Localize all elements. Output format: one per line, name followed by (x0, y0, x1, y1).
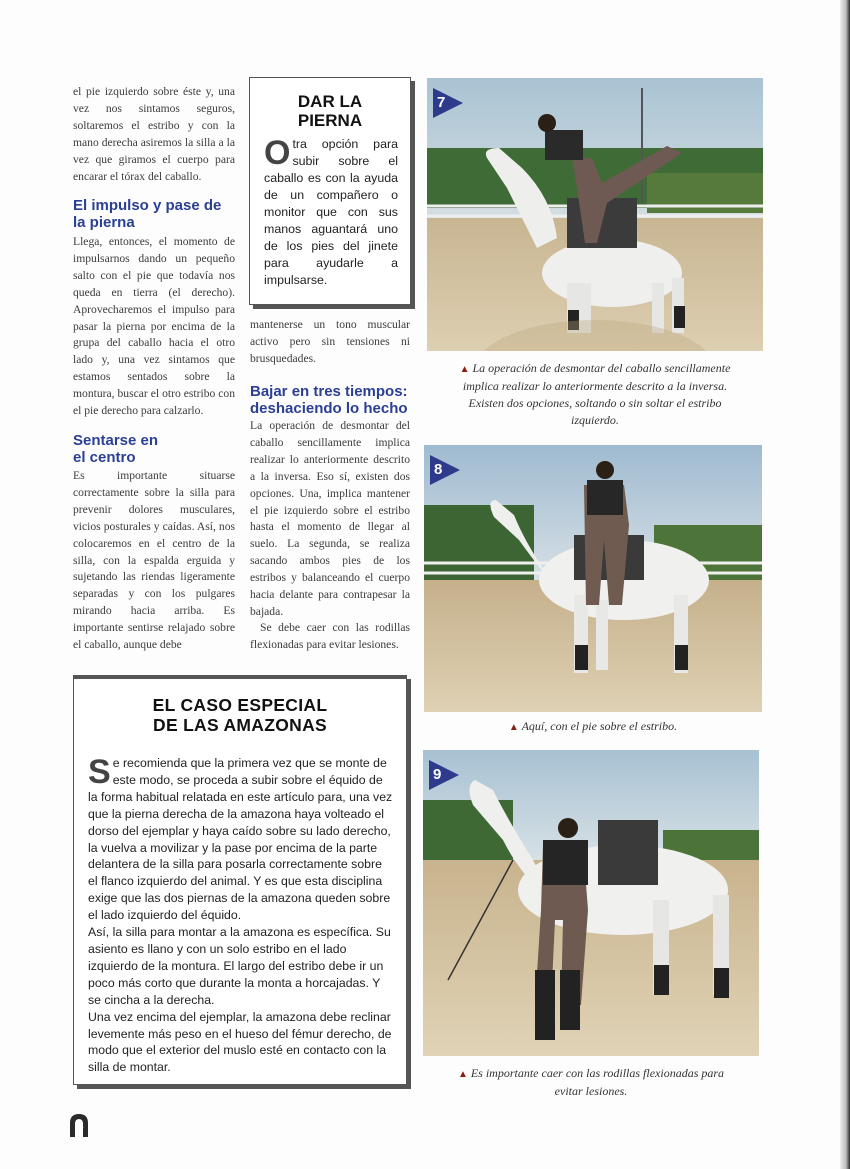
page-number: 12 (74, 1121, 84, 1130)
photo-9-caption (423, 1065, 759, 1100)
box-pierna-title (250, 92, 410, 130)
box-amazonas-title-line2: DE LAS AMAZONAS (153, 715, 327, 735)
heading-sentarse-line1: Sentarse en (73, 432, 159, 449)
photo-8-caption-text1: Aquí, con el pie sobre el estribo. (521, 719, 678, 733)
heading-bajar-line1: Bajar en tres tiempos: (250, 383, 408, 400)
col2-bajar-text: La operación de desmontar del caballo sencillamente implica realizar lo anteriormente descrito a la inversa. Eso sí, existen dos opciones. Una, implica mantener el pie izquierdo sobre el estribo hasta el momento de llegar al suelo. La segunda, se realiza sacando ambos pies de los estribos y balanceando el cuerpo hacia delante para contrapesar la bajada. (250, 419, 410, 618)
photo-8-caption (424, 718, 762, 736)
photo-7-caption-line2: implica realizar lo anteriormente descrito a la inversa. (462, 379, 728, 393)
photo-9-number-badge (429, 760, 459, 795)
box-amazonas-title-line1: EL CASO ESPECIAL (152, 695, 328, 715)
photo-9-image (423, 750, 759, 1056)
caption-triangle-icon: ▲ (459, 364, 470, 375)
photo-7-number-badge (433, 88, 463, 123)
col2-rodillas-text: Se debe caer con las rodillas flexionadas para evitar lesiones. (250, 621, 410, 651)
box-amazonas-p1-text: e recomienda que la primera vez que se monte de este modo, se proceda a subir sobre el équido de la forma habitual relatada en este artículo para, una vez que la pierna derecha de la amazona haya volteado el dorso del ejemplar y haya caído sobre su lado derecho, la vuelva a movilizar y la pase por encima de la parte delantera de la silla para posarla correctamente sobre el flanco izquierdo del animal. Y es que esta disciplina exige que las dos piernas de la amazona queden sobre el lado izquierdo del équido. (88, 756, 393, 923)
col1-intro: el pie izquierdo sobre éste y, una vez nos sintamos seguros, soltaremos el estribo y con la mano derecha asiremos la silla a la vez que giramos el cuerpo para encarar el tórax del caballo. (73, 85, 235, 183)
box-amazonas-dropcap: S (88, 753, 111, 791)
col2-continuation: mantenerse un tono muscular activo pero sin tensiones ni brusquedades. (250, 318, 410, 365)
box-amazonas-p3: Una vez encima del ejemplar, la amazona debe reclinar levemente más peso en el hueso del fémur derecho, de modo que el exterior del muslo esté en contacto con la silla de montar. (88, 1009, 392, 1075)
box-pierna-dropcap: O (264, 134, 291, 172)
page-number-badge (68, 1113, 90, 1139)
box-amazonas-body (74, 735, 406, 1076)
photo-9-caption-text1: Es importante caer con las rodillas flexionadas para (470, 1066, 725, 1080)
box-amazonas-p1 (88, 755, 394, 924)
photo-7-dismount-leg-over (427, 78, 763, 351)
photo-9-rider-mounting (423, 750, 759, 1056)
box-amazonas-p2: Así, la silla para montar a la amazona es específica. Su asiento es llano y con un solo estribo en el lado izquierdo de la montura. El largo del estribo debe ir un poco más corto que durante la monta a horcajadas. Y se cincha a la derecha. (88, 925, 391, 1007)
box-pierna-title-line2: PIERNA (297, 111, 363, 130)
box-pierna-body (250, 130, 410, 289)
photo-8-number: 8 (434, 461, 443, 478)
photo-9-number: 9 (433, 766, 442, 783)
col1-sentarse-text: Es importante situarse correctamente sobre la silla para prevenir dolores musculares, vicios posturales y caídas. Así, nos colocaremos en el centro de la silla, con la espalda erguida y sujetando las riendas ligeramente separadas y con los pulgares mirando hacia arriba. Es importante sentirse relajado sobre el caballo, aunque debe (73, 469, 235, 652)
photo-8-foot-in-stirrup (424, 445, 762, 712)
caption-triangle-icon: ▲ (457, 1069, 468, 1080)
photo-7-image (427, 78, 763, 351)
heading-sentarse (73, 432, 238, 466)
caption-triangle-icon: ▲ (508, 722, 519, 733)
heading-bajar-line2: deshaciendo lo hecho (250, 400, 408, 417)
photo-8-image (424, 445, 762, 712)
photo-7-number: 7 (437, 94, 446, 111)
box-amazonas-title (74, 695, 406, 735)
photo-8-number-badge (430, 455, 460, 490)
heading-sentarse-line2: el centro (73, 449, 136, 466)
page-edge-shadow (840, 0, 850, 1169)
photo-7-caption (427, 360, 763, 429)
col1-impulso-text: Llega, entonces, el momento de impulsarnos dando un pequeño salto con el pie que todavía nos queda en tierra (el derecho). Aprovecharemos el impulso para pasar la pierna por encima de la grupa del caballo hacia el otro lado y, una vez sintamos que estamos sentados sobre la montura, buscar el otro estribo con el pie derecho para calzarlo. (73, 235, 235, 418)
box-dar-la-pierna (249, 77, 411, 305)
photo-7-caption-line4: izquierdo. (571, 413, 619, 427)
heading-impulso: El impulso y pase de la pierna (73, 197, 222, 231)
photo-9-caption-line1 (423, 1065, 759, 1083)
box-pierna-title-line1: DAR LA (297, 92, 363, 111)
box-amazonas (73, 675, 407, 1085)
photo-9-caption-line2: evitar lesiones. (554, 1084, 628, 1098)
photo-7-caption-text1: La operación de desmontar del caballo sencillamente (472, 361, 731, 375)
heading-bajar (250, 383, 420, 417)
photo-7-caption-line1 (427, 360, 763, 378)
photo-7-caption-line3: Existen dos opciones, soltando o sin soltar el estribo (468, 396, 722, 410)
box-pierna-text: tra opción para subir sobre el caballo es con la ayuda de un compañero o monitor que con sus manos aguantará uno de los pies del jinete para ayudarle a impulsarse. (264, 137, 398, 287)
